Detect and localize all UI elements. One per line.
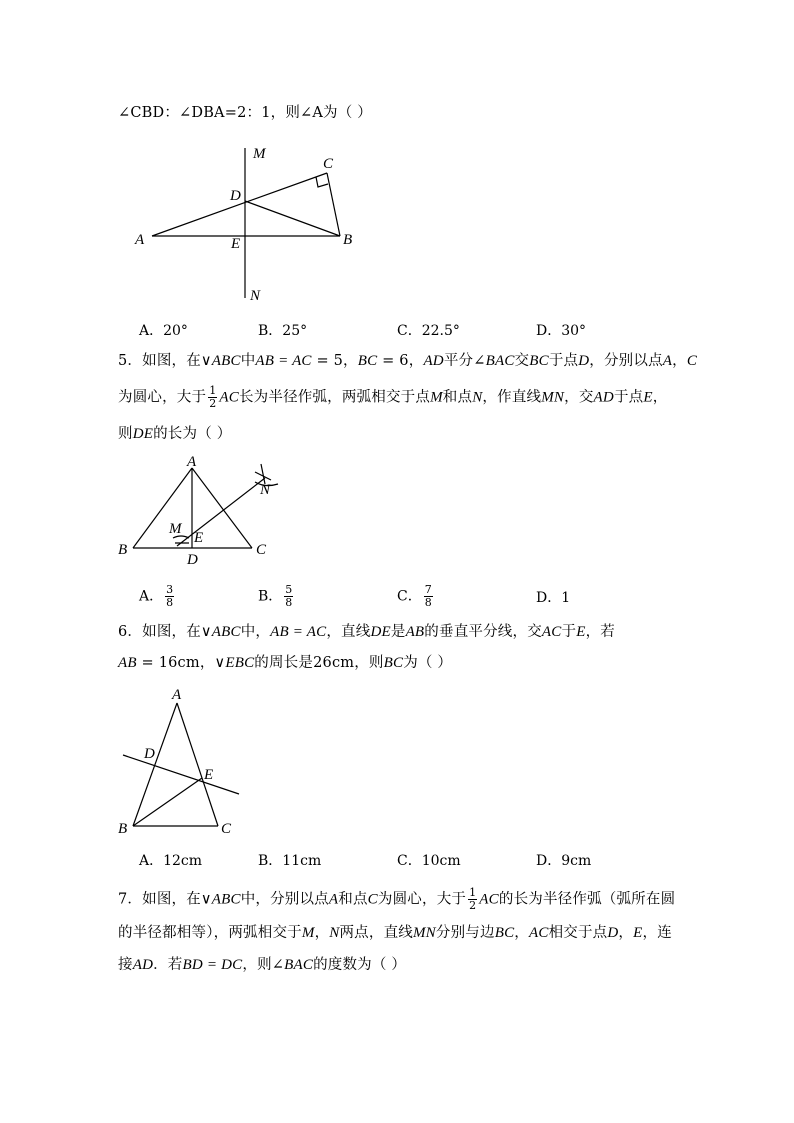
q6-line-de — [123, 755, 239, 794]
q6-segment-ac — [177, 703, 218, 826]
q5-label-c: C — [256, 542, 267, 558]
q5-stem-line-2: 为圆心，大于 $\frac{1}{2}$ AC长为半径作弧，两弧相交于点M和点N，作直线MN，交AD于点E， — [118, 384, 668, 410]
q4-label-a: A — [135, 232, 145, 248]
q7-stem-line-1: 7．如图，在∨ABC中，分别以点A和点C为圆心，大于 $\frac{1}{2}$ AC的长为半径作弧（弧所在圆 — [118, 886, 676, 912]
q6-option-a[interactable]: A．12cm — [139, 853, 203, 869]
q6-label-d: D — [144, 746, 155, 762]
q4-label-c: C — [323, 156, 334, 172]
q5-label-n: N — [260, 482, 271, 498]
q4-label-d: D — [230, 188, 241, 204]
q6-label-e: E — [204, 767, 214, 783]
q4-segment-db — [245, 201, 340, 236]
q4-figure — [130, 140, 370, 310]
q5-figure — [115, 450, 290, 570]
q5-label-a: A — [187, 454, 197, 470]
q5-option-a[interactable]: A． $\frac{3}{8}$ — [139, 583, 174, 609]
q4-stem: ∠CBD：∠DBA=2：1，则∠A为（ ） — [118, 105, 372, 121]
q6-label-c: C — [221, 821, 232, 837]
q6-stem-line-2: AB = 16cm，∨EBC的周长是26cm，则BC为（ ） — [118, 655, 453, 671]
q5-stem-line-1: 5．如图，在∨ABC中AB = AC = 5，BC = 6，AD平分∠BAC交BC于点D，分别以点A，C — [118, 353, 698, 369]
q5-option-b[interactable]: B． $\frac{5}{8}$ — [258, 583, 293, 609]
q4-label-m: M — [253, 146, 266, 162]
q4-segment-cb — [327, 173, 340, 236]
q6-option-b[interactable]: B．11cm — [258, 853, 322, 869]
q5-label-m: M — [169, 521, 182, 537]
q4-label-e: E — [231, 236, 241, 252]
q6-option-c[interactable]: C．10cm — [397, 853, 461, 869]
q6-figure — [115, 683, 250, 840]
q4-segment-ac — [152, 173, 327, 236]
q7-stem-line-2: 的半径都相等），两弧相交于M，N两点，直线MN分别与边BC，AC相交于点D，E，连 — [118, 925, 672, 941]
q6-segment-ab — [133, 703, 177, 826]
q5-label-b: B — [118, 542, 128, 558]
q5-option-c[interactable]: C． $\frac{7}{8}$ — [397, 583, 432, 609]
q7-stem-line-3: 接AD．若BD = DC，则∠BAC的度数为（ ） — [118, 957, 407, 973]
q5-label-d: D — [187, 552, 198, 568]
q4-label-n: N — [250, 288, 261, 304]
q6-label-a: A — [172, 687, 182, 703]
q4-option-d[interactable]: D．30° — [536, 323, 587, 339]
q6-stem-line-1: 6．如图，在∨ABC中，AB = AC，直线DE是AB的垂直平分线，交AC于E，若 — [118, 624, 615, 640]
q4-option-a[interactable]: A．20° — [139, 323, 188, 339]
q4-label-b: B — [343, 232, 353, 248]
q5-label-e: E — [194, 530, 204, 546]
q5-option-d[interactable]: D．1 — [536, 590, 571, 606]
q5-stem-line-3: 则DE的长为（ ） — [118, 426, 232, 442]
q6-label-b: B — [118, 821, 128, 837]
q5-arc-mark-m — [173, 536, 189, 543]
q6-segment-be — [133, 778, 202, 826]
q5-line-mn — [177, 478, 265, 546]
q6-option-d[interactable]: D．9cm — [536, 853, 592, 869]
q4-option-b[interactable]: B．25° — [258, 323, 308, 339]
q5-arc-mark-n — [255, 464, 271, 484]
q4-right-angle-mark — [316, 177, 328, 187]
q7-fraction-half: $\frac{1}{2}$ — [469, 886, 477, 912]
q5-fraction-half: $\frac{1}{2}$ — [209, 384, 217, 410]
q4-option-c[interactable]: C．22.5° — [397, 323, 460, 339]
